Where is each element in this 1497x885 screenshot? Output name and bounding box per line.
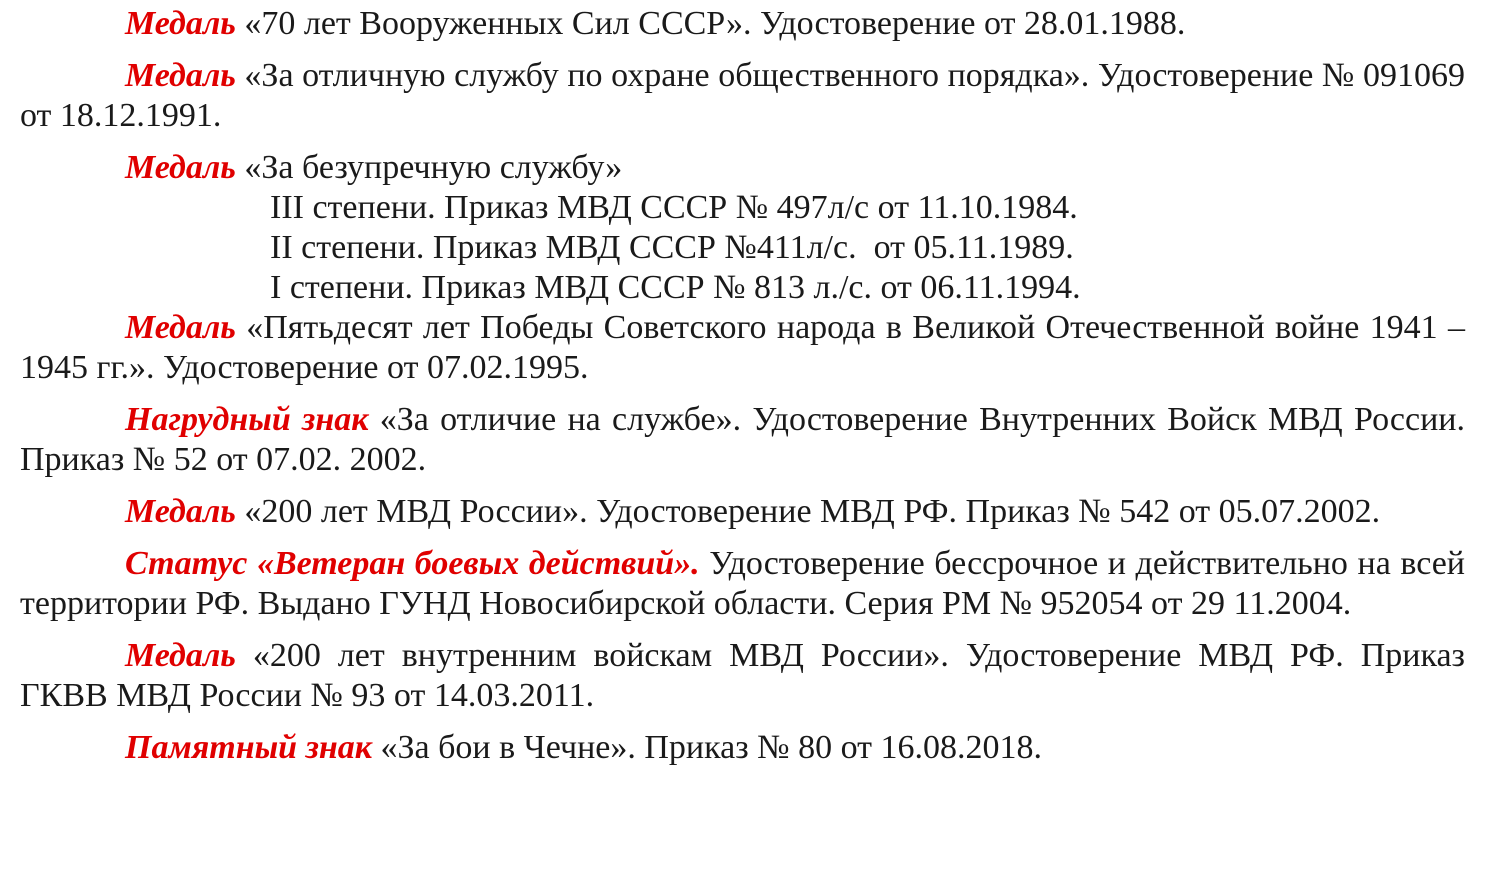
award-label: Медаль [125, 57, 236, 94]
award-text: «За отличие на службе». Удостоверение Внутренних Войск МВД России. Приказ № 52 от 07.02. 2002. [20, 401, 1465, 478]
award-label: Медаль [125, 5, 236, 42]
award-text: «За отличную службу по охране общественного порядка». Удостоверение № 091069 от 18.12.1991. [20, 57, 1465, 134]
award-text: «Пятьдесят лет Победы Советского народа в Великой Отечественной войне 1941 – 1945 гг.». Удостоверение от 07.02.1995. [20, 309, 1465, 386]
award-entry [20, 148, 1465, 188]
award-text: «За безупречную службу» [235, 149, 623, 186]
award-degree-line: III степени. Приказ МВД СССР № 497л/с от 11.10.1984. [270, 189, 1078, 226]
award-degree-line: II степени. Приказ МВД СССР №411л/с. от 05.11.1989. [270, 229, 1074, 266]
award-label: Медаль [125, 149, 236, 186]
award-label: Медаль [125, 637, 236, 674]
award-entry [20, 308, 1465, 388]
award-label: Нагрудный знак [125, 401, 369, 438]
award-label: Статус «Ветеран боевых действий». [125, 545, 700, 582]
award-entry [20, 728, 1465, 768]
award-label: Медаль [125, 309, 236, 346]
award-entry [20, 492, 1465, 532]
award-label: Медаль [125, 493, 236, 530]
award-label: Памятный знак [125, 729, 372, 766]
award-entry [20, 544, 1465, 624]
award-entry [20, 636, 1465, 716]
award-entry [20, 400, 1465, 480]
award-text: «70 лет Вооруженных Сил СССР». Удостоверение от 28.01.1988. [235, 5, 1186, 42]
award-text: «200 лет МВД России». Удостоверение МВД РФ. Приказ № 542 от 05.07.2002. [235, 493, 1381, 530]
award-text: «200 лет внутренним войскам МВД России». Удостоверение МВД РФ. Приказ ГКВВ МВД России № 93 от 14.03.2011. [20, 637, 1465, 714]
award-degree-line: I степени. Приказ МВД СССР № 813 л./с. от 06.11.1994. [270, 269, 1081, 306]
award-text: Удостоверение бессрочное и действительно на всей территории РФ. Выдано ГУНД Новосибирской области. Серия РМ № 952054 от 29 11.2004. [20, 545, 1465, 622]
award-entry [20, 56, 1465, 136]
award-entry [20, 4, 1465, 44]
award-text: «За бои в Чечне». Приказ № 80 от 16.08.2018. [371, 729, 1042, 766]
